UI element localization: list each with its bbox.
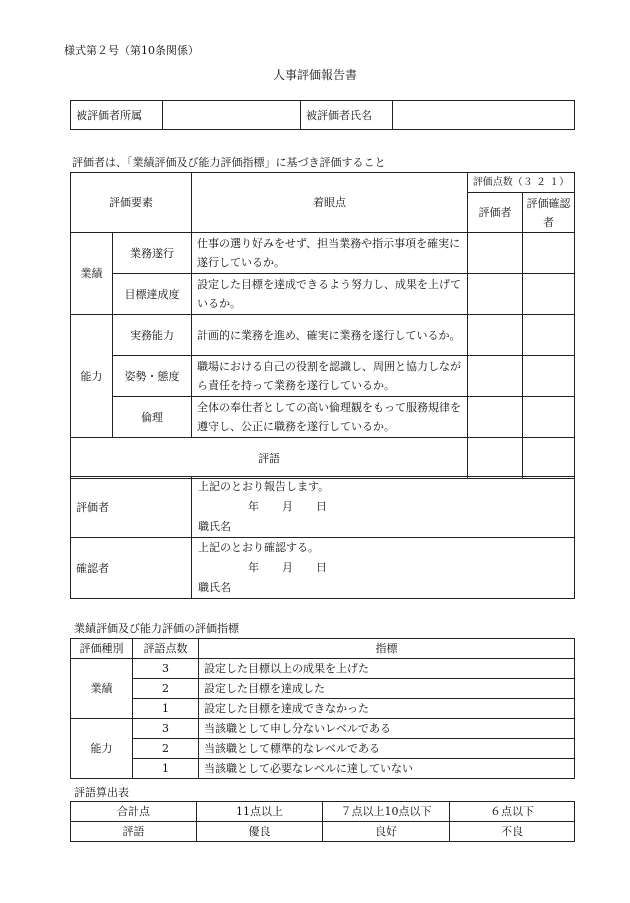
criteria-points: 2 <box>133 679 199 699</box>
item-goal-achievement: 目標達成度 <box>113 274 192 315</box>
viewpoint-ethics: 全体の奉仕者としての高い倫理観をもって服務規律を遵守し、公正に職務を遂行しているか。 <box>192 397 468 438</box>
score-evaluator-1[interactable] <box>468 233 523 274</box>
criteria-col-points: 評語点数 <box>133 639 199 659</box>
score-evaluator-5[interactable] <box>468 397 523 438</box>
dept-field[interactable] <box>163 101 301 130</box>
viewpoint-task-execution: 仕事の選り好みをせず、担当業務や指示事項を確実に遂行しているか。 <box>192 233 468 274</box>
viewpoint-practical-skill: 計画的に業務を進め、確実に業務を遂行しているか。 <box>192 315 468 356</box>
criteria-group-ability: 能力 <box>71 719 133 779</box>
item-practical-skill: 実務能力 <box>113 315 192 356</box>
criteria-points: 2 <box>133 739 199 759</box>
name-field[interactable] <box>393 101 575 130</box>
criteria-col-type: 評価種別 <box>71 639 133 659</box>
col-header-viewpoint: 着眼点 <box>192 173 468 233</box>
criteria-points: 3 <box>133 719 199 739</box>
score-confirmer-5[interactable] <box>523 397 575 438</box>
rating-label: 評語 <box>71 438 468 479</box>
criteria-points: 1 <box>133 699 199 719</box>
rating-calc-total-label: 合計点 <box>71 802 197 822</box>
criteria-points: 1 <box>133 759 199 779</box>
evaluator-official-name[interactable]: 職氏名 <box>198 520 231 533</box>
rating-calc-rating-label: 評語 <box>71 822 197 842</box>
criteria-table <box>70 638 575 779</box>
rating-calc-table <box>70 801 575 842</box>
rating-calc-range: ６点以下 <box>450 802 575 822</box>
criteria-title: 業績評価及び能力評価の評価指標 <box>74 622 239 635</box>
date-month: 月 <box>282 500 293 513</box>
evaluation-table <box>70 172 575 479</box>
criteria-index: 当該職として申し分ないレベルである <box>199 719 575 739</box>
item-attitude: 姿勢・態度 <box>113 356 192 397</box>
signoff-table <box>70 476 575 599</box>
evaluator-date[interactable] <box>198 497 568 517</box>
name-label: 被評価者氏名 <box>301 101 393 130</box>
confirmer-official-name[interactable]: 職氏名 <box>198 581 231 594</box>
score-confirmer-2[interactable] <box>523 274 575 315</box>
criteria-index: 設定した目標以上の成果を上げた <box>199 659 575 679</box>
item-ethics: 倫理 <box>113 397 192 438</box>
score-evaluator-4[interactable] <box>468 356 523 397</box>
score-confirmer-4[interactable] <box>523 356 575 397</box>
criteria-col-index: 指標 <box>199 639 575 659</box>
rating-calc-range: ７点以上10点以下 <box>323 802 450 822</box>
criteria-points: 3 <box>133 659 199 679</box>
date-month: 月 <box>282 561 293 574</box>
criteria-index: 当該職として必要なレベルに達していない <box>199 759 575 779</box>
date-day: 日 <box>316 561 327 574</box>
rating-calc-range: 11点以上 <box>197 802 323 822</box>
group-performance: 業績 <box>71 233 113 315</box>
item-task-execution: 業務遂行 <box>113 233 192 274</box>
col-header-element: 評価要素 <box>71 173 192 233</box>
col-header-evaluator: 評価者 <box>468 193 523 233</box>
instruction-text: 評価者は、「業績評価及び能力評価指標」に基づき評価すること <box>72 156 386 169</box>
dept-label: 被評価者所属 <box>71 101 163 130</box>
date-year: 年 <box>248 561 259 574</box>
col-header-confirmer: 評価確認者 <box>523 193 575 233</box>
criteria-index: 設定した目標を達成できなかった <box>199 699 575 719</box>
rating-calc-title: 評語算出表 <box>74 786 129 799</box>
rating-confirmer[interactable] <box>523 438 575 479</box>
criteria-index: 当該職として標準的なレベルである <box>199 739 575 759</box>
evaluator-statement: 上記のとおり報告します。 <box>198 480 330 493</box>
score-confirmer-1[interactable] <box>523 233 575 274</box>
page-title: 人事評価報告書 <box>272 68 357 82</box>
criteria-index: 設定した目標を達成した <box>199 679 575 699</box>
form-number: 様式第２号（第10条関係） <box>64 44 199 57</box>
rating-calc-rating: 不良 <box>450 822 575 842</box>
criteria-group-performance: 業績 <box>71 659 133 719</box>
date-year: 年 <box>248 500 259 513</box>
score-evaluator-3[interactable] <box>468 315 523 356</box>
rating-calc-rating: 優良 <box>197 822 323 842</box>
col-header-score: 評価点数（３ ２ １） <box>468 173 575 193</box>
rating-calc-rating: 良好 <box>323 822 450 842</box>
score-confirmer-3[interactable] <box>523 315 575 356</box>
group-ability: 能力 <box>71 315 113 438</box>
score-evaluator-2[interactable] <box>468 274 523 315</box>
date-day: 日 <box>316 500 327 513</box>
confirmer-label: 確認者 <box>71 538 192 599</box>
confirmer-date[interactable] <box>198 558 568 578</box>
evaluator-label: 評価者 <box>71 477 192 538</box>
ratee-info-table <box>70 100 575 130</box>
rating-evaluator[interactable] <box>468 438 523 479</box>
viewpoint-attitude: 職場における自己の役割を認識し、周囲と協力しながら責任を持って業務を遂行しているか。 <box>192 356 468 397</box>
viewpoint-goal-achievement: 設定した目標を達成できるよう努力し、成果を上げているか。 <box>192 274 468 315</box>
confirmer-statement: 上記のとおり確認する。 <box>198 541 319 554</box>
